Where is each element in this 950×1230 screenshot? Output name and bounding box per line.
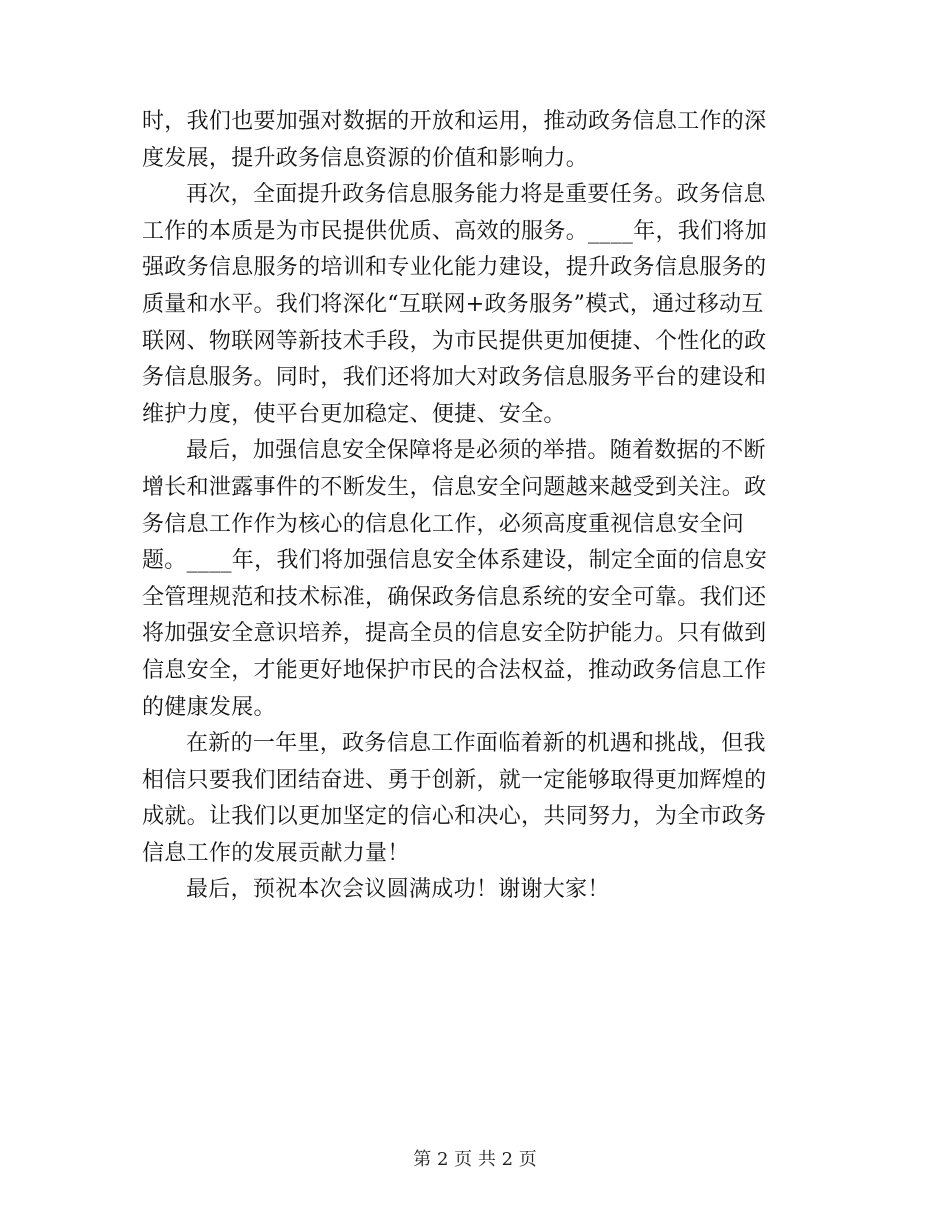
text-line: 增长和泄露事件的不断发生，信息安全问题越来越受到关注。政 bbox=[142, 474, 767, 500]
text-line: 信息安全，才能更好地保护市民的合法权益，推动政务信息工作 bbox=[142, 657, 767, 683]
text-line: 务信息工作作为核心的信息化工作，必须高度重视信息安全问 bbox=[142, 511, 745, 537]
text-line: 最后，加强信息安全保障将是必须的举措。随着数据的不断 bbox=[186, 438, 766, 464]
text-line: 工作的本质是为市民提供优质、高效的服务。____年，我们将加 bbox=[142, 218, 768, 244]
text-line: 度发展，提升政务信息资源的价值和影响力。 bbox=[142, 145, 589, 171]
text-line: 最后，预祝本次会议圆满成功！谢谢大家！ bbox=[186, 877, 610, 903]
text-line: 题。____年，我们将加强信息安全体系建设，制定全面的信息安 bbox=[142, 548, 768, 574]
text-line: 维护力度，使平台更加稳定、便捷、安全。 bbox=[142, 401, 566, 427]
body-text bbox=[142, 104, 832, 909]
page-footer: 第 2 页 共 2 页 bbox=[413, 1149, 537, 1170]
text-line: 再次，全面提升政务信息服务能力将是重要任务。政务信息 bbox=[186, 182, 766, 208]
text-line: 信息工作的发展贡献力量！ bbox=[142, 840, 410, 866]
text-line: 强政务信息服务的培训和专业化能力建设，提升政务信息服务的 bbox=[142, 255, 767, 281]
text-line: 时，我们也要加强对数据的开放和运用，推动政务信息工作的深 bbox=[142, 109, 767, 134]
text-line: 全管理规范和技术标准，确保政务信息系统的安全可靠。我们还 bbox=[142, 584, 767, 610]
text-line: 质量和水平。我们将深化“互联网+政务服务”模式，通过移动互 bbox=[142, 291, 764, 317]
text-line: 联网、物联网等新技术手段，为市民提供更加便捷、个性化的政 bbox=[142, 328, 767, 354]
text-line: 将加强安全意识培养，提高全员的信息安全防护能力。只有做到 bbox=[142, 621, 767, 647]
text-line: 相信只要我们团结奋进、勇于创新，就一定能够取得更加辉煌的 bbox=[142, 767, 767, 793]
text-line: 成就。让我们以更加坚定的信心和决心，共同努力，为全市政务 bbox=[142, 804, 767, 830]
text-line: 在新的一年里，政务信息工作面临着新的机遇和挑战，但我 bbox=[186, 731, 766, 757]
text-line: 务信息服务。同时，我们还将加大对政务信息服务平台的建设和 bbox=[142, 365, 767, 391]
text-line: 的健康发展。 bbox=[142, 694, 276, 720]
